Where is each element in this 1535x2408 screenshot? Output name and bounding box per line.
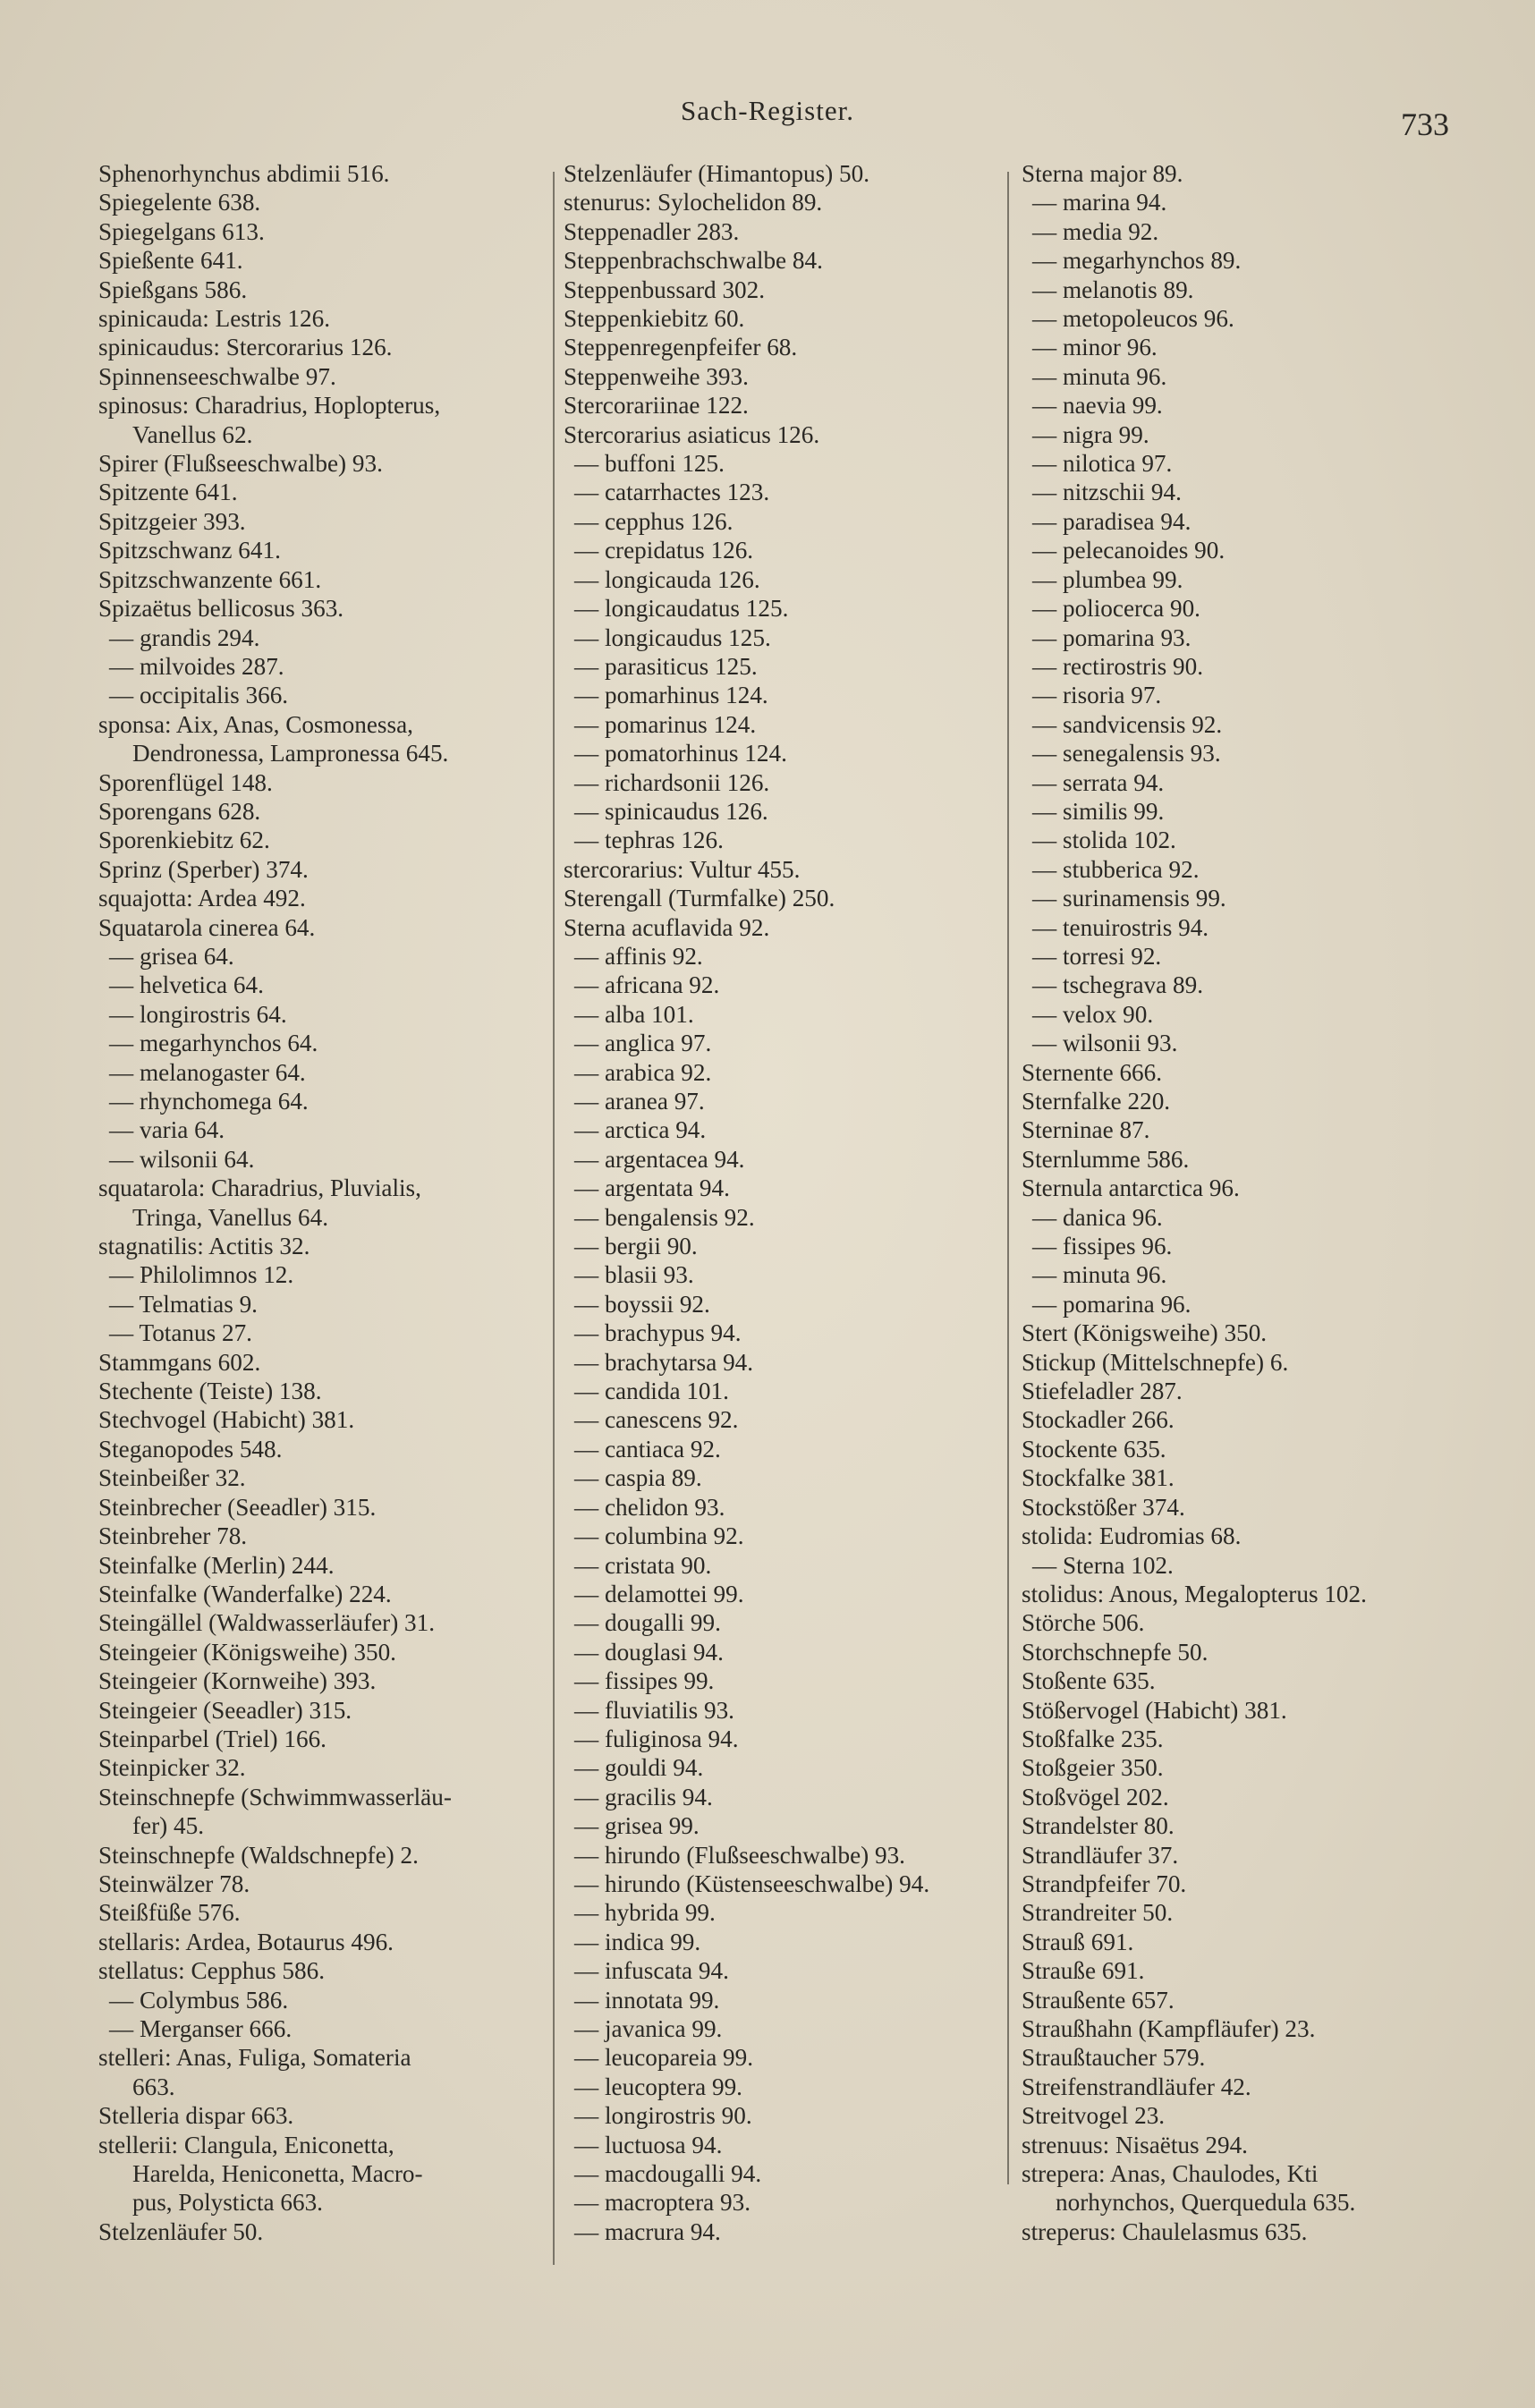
index-subentry: — Telmatias 9. bbox=[109, 1290, 258, 1318]
index-entry: stolidus: Anous, Megalopterus 102. bbox=[1022, 1580, 1367, 1607]
index-entry: Steinbrecher (Seeadler) 315. bbox=[98, 1493, 377, 1521]
index-subentry: — stubberica 92. bbox=[1032, 855, 1200, 883]
index-entry: Stelzenläufer 50. bbox=[98, 2217, 264, 2245]
index-entry: Stechente (Teiste) 138. bbox=[98, 1378, 322, 1405]
index-subentry: — blasii 93. bbox=[574, 1261, 694, 1289]
index-entry: Strauß 691. bbox=[1022, 1928, 1134, 1955]
index-entry: Spitzschwanz 641. bbox=[98, 537, 281, 564]
index-subentry: — pomarina 96. bbox=[1032, 1290, 1192, 1318]
index-column-2 bbox=[564, 159, 1011, 2246]
index-subentry: — plumbea 99. bbox=[1032, 565, 1183, 593]
index-entry-continuation: norhynchos, Querquedula 635. bbox=[1056, 2189, 1356, 2217]
index-entry: Stößervogel (Habicht) 381. bbox=[1022, 1696, 1287, 1724]
index-subentry: — crepidatus 126. bbox=[574, 537, 754, 564]
index-entry: Spinnenseeschwalbe 97. bbox=[98, 362, 336, 390]
index-subentry: — senegalensis 93. bbox=[1032, 740, 1221, 767]
index-entry: Steinwälzer 78. bbox=[98, 1870, 250, 1897]
index-subentry: — longicaudatus 125. bbox=[574, 595, 789, 623]
index-entry: Spiegelgans 613. bbox=[98, 217, 265, 245]
index-entry: Straußente 657. bbox=[1022, 1986, 1175, 2014]
index-subentry: — leucopareia 99. bbox=[574, 2044, 754, 2072]
index-subentry: — pomarinus 124. bbox=[574, 710, 757, 738]
index-entry: Steppenweihe 393. bbox=[564, 362, 749, 390]
index-entry-continuation: Vanellus 62. bbox=[132, 420, 253, 448]
index-subentry: — tenuirostris 94. bbox=[1032, 913, 1209, 941]
index-subentry: — marina 94. bbox=[1032, 189, 1167, 216]
index-subentry: — wilsonii 64. bbox=[109, 1145, 255, 1173]
index-subentry: — velox 90. bbox=[1032, 1000, 1154, 1028]
index-entry: Stert (Königsweihe) 350. bbox=[1022, 1319, 1268, 1347]
index-subentry: — boyssii 92. bbox=[574, 1290, 710, 1318]
index-entry: stellatus: Cepphus 586. bbox=[98, 1957, 325, 1985]
index-subentry: — wilsonii 93. bbox=[1032, 1030, 1178, 1057]
index-subentry: — surinamensis 99. bbox=[1032, 885, 1226, 912]
index-entry: Stockstößer 374. bbox=[1022, 1493, 1185, 1521]
index-entry: sponsa: Aix, Anas, Cosmonessa, bbox=[98, 710, 413, 738]
index-subentry: — gracilis 94. bbox=[574, 1783, 713, 1810]
index-entry: Spießgans 586. bbox=[98, 276, 248, 303]
index-entry: Sterna major 89. bbox=[1022, 160, 1183, 187]
index-entry: stellerii: Clangula, Eniconetta, bbox=[98, 2131, 394, 2158]
index-entry: Spitzschwanzente 661. bbox=[98, 565, 322, 593]
index-entry: Steppenregenpfeifer 68. bbox=[564, 334, 798, 361]
index-entry-continuation: 663. bbox=[132, 2073, 175, 2100]
index-entry: Steinpicker 32. bbox=[98, 1754, 246, 1782]
index-subentry: — Merganser 666. bbox=[109, 2015, 293, 2042]
index-column-1 bbox=[98, 159, 546, 2246]
index-subentry: — arctica 94. bbox=[574, 1116, 707, 1144]
index-subentry: — hybrida 99. bbox=[574, 1899, 716, 1927]
index-subentry: — megarhynchos 64. bbox=[109, 1030, 318, 1057]
index-subentry: — minuta 96. bbox=[1032, 362, 1167, 390]
index-subentry: — nigra 99. bbox=[1032, 420, 1149, 448]
index-entry: Stockadler 266. bbox=[1022, 1406, 1175, 1434]
index-entry: Stoßvögel 202. bbox=[1022, 1783, 1169, 1810]
index-subentry: — Sterna 102. bbox=[1032, 1551, 1174, 1579]
index-subentry: — longirostris 64. bbox=[109, 1000, 287, 1028]
index-entry: Sporenkiebitz 62. bbox=[98, 827, 270, 854]
index-entry-continuation: pus, Polysticta 663. bbox=[132, 2189, 323, 2217]
index-entry: Sterninae 87. bbox=[1022, 1116, 1150, 1144]
index-subentry: — danica 96. bbox=[1032, 1203, 1163, 1231]
index-subentry: — longicauda 126. bbox=[574, 565, 760, 593]
index-entry: Sprinz (Sperber) 374. bbox=[98, 855, 309, 883]
index-subentry: — pomarina 93. bbox=[1032, 623, 1192, 651]
index-subentry: — hirundo (Flußseeschwalbe) 93. bbox=[574, 1841, 905, 1869]
index-subentry: — macdougalli 94. bbox=[574, 2160, 762, 2188]
index-subentry: — minor 96. bbox=[1032, 334, 1158, 361]
index-subentry: — brachytarsa 94. bbox=[574, 1348, 754, 1376]
index-subentry: — media 92. bbox=[1032, 217, 1159, 245]
index-entry: Steingeier (Königsweihe) 350. bbox=[98, 1638, 396, 1666]
index-subentry: — similis 99. bbox=[1032, 797, 1165, 825]
index-subentry: — Totanus 27. bbox=[109, 1319, 252, 1347]
index-subentry: — caspia 89. bbox=[574, 1464, 702, 1492]
index-subentry: — parasiticus 125. bbox=[574, 652, 758, 680]
index-subentry: — arabica 92. bbox=[574, 1058, 712, 1086]
index-entry: Stoßgeier 350. bbox=[1022, 1754, 1164, 1782]
index-subentry: — pomatorhinus 124. bbox=[574, 740, 787, 767]
index-subentry: — gouldi 94. bbox=[574, 1754, 704, 1782]
index-subentry: — fuliginosa 94. bbox=[574, 1725, 739, 1752]
index-subentry: — rhynchomega 64. bbox=[109, 1088, 309, 1115]
index-entry: Steganopodes 548. bbox=[98, 1435, 283, 1463]
index-subentry: — grisea 64. bbox=[109, 942, 234, 970]
index-subentry: — africana 92. bbox=[574, 971, 720, 999]
index-subentry: — melanotis 89. bbox=[1032, 276, 1194, 303]
index-entry: Stickup (Mittelschnepfe) 6. bbox=[1022, 1348, 1289, 1376]
index-entry: spinosus: Charadrius, Hoplopterus, bbox=[98, 392, 441, 420]
index-entry: stolida: Eudromias 68. bbox=[1022, 1522, 1242, 1550]
index-entry: Squatarola cinerea 64. bbox=[98, 913, 316, 941]
index-entry-continuation: fer) 45. bbox=[132, 1812, 205, 1840]
index-subentry: — buffoni 125. bbox=[574, 450, 725, 478]
index-subentry: — sandvicensis 92. bbox=[1032, 710, 1223, 738]
index-subentry: — stolida 102. bbox=[1032, 827, 1176, 854]
index-subentry: — melanogaster 64. bbox=[109, 1058, 306, 1086]
index-subentry: — naevia 99. bbox=[1032, 392, 1163, 420]
index-entry: Steißfüße 576. bbox=[98, 1899, 241, 1927]
column-divider bbox=[553, 172, 555, 2265]
index-subentry: — candida 101. bbox=[574, 1378, 729, 1405]
index-subentry: — poliocerca 90. bbox=[1032, 595, 1200, 623]
index-subentry: — nitzschii 94. bbox=[1032, 479, 1182, 506]
index-subentry: — helvetica 64. bbox=[109, 971, 264, 999]
index-subentry: — risoria 97. bbox=[1032, 682, 1162, 709]
index-subentry: — argentata 94. bbox=[574, 1174, 730, 1202]
index-entry: Straußhahn (Kampfläufer) 23. bbox=[1022, 2015, 1316, 2042]
index-subentry: — innotata 99. bbox=[574, 1986, 720, 2014]
index-entry: Sternlumme 586. bbox=[1022, 1145, 1190, 1173]
index-entry: Stiefeladler 287. bbox=[1022, 1378, 1183, 1405]
index-entry: Spießente 641. bbox=[98, 247, 243, 275]
index-entry: Steppenadler 283. bbox=[564, 217, 740, 245]
index-entry: squajotta: Ardea 492. bbox=[98, 885, 306, 912]
index-subentry: — macrura 94. bbox=[574, 2217, 721, 2245]
index-subentry: — megarhynchos 89. bbox=[1032, 247, 1242, 275]
index-subentry: — bergii 90. bbox=[574, 1233, 698, 1260]
index-entry: Sporenflügel 148. bbox=[98, 768, 273, 796]
index-subentry: — richardsonii 126. bbox=[574, 768, 770, 796]
index-subentry: — tephras 126. bbox=[574, 827, 724, 854]
index-entry: Störche 506. bbox=[1022, 1609, 1145, 1637]
index-entry: Sternula antarctica 96. bbox=[1022, 1174, 1240, 1202]
index-subentry: — douglasi 94. bbox=[574, 1638, 724, 1666]
index-subentry: — infuscata 94. bbox=[574, 1957, 729, 1985]
index-entry: Strandreiter 50. bbox=[1022, 1899, 1174, 1927]
index-subentry: — fissipes 99. bbox=[574, 1667, 715, 1695]
index-entry: Spitzgeier 393. bbox=[98, 507, 246, 535]
index-subentry: — varia 64. bbox=[109, 1116, 225, 1144]
index-entry: Stelleria dispar 663. bbox=[98, 2102, 294, 2130]
index-entry: Steinparbel (Triel) 166. bbox=[98, 1725, 327, 1752]
index-entry: Stercorariinae 122. bbox=[564, 392, 749, 420]
index-entry: Sternfalke 220. bbox=[1022, 1088, 1171, 1115]
index-entry: Steinbeißer 32. bbox=[98, 1464, 246, 1492]
index-subentry: — tschegrava 89. bbox=[1032, 971, 1204, 999]
index-entry: Strauße 691. bbox=[1022, 1957, 1145, 1985]
index-entry: Steppenkiebitz 60. bbox=[564, 305, 745, 333]
index-subentry: — argentacea 94. bbox=[574, 1145, 745, 1173]
index-subentry: — brachypus 94. bbox=[574, 1319, 742, 1347]
index-subentry: — macroptera 93. bbox=[574, 2189, 751, 2217]
index-entry: Stockente 635. bbox=[1022, 1435, 1166, 1463]
index-entry: Steinschnepfe (Schwimmwasserläu- bbox=[98, 1783, 452, 1810]
page-number: 733 bbox=[1401, 106, 1449, 142]
index-entry: Spiegelente 638. bbox=[98, 189, 261, 216]
index-subentry: — pelecanoides 90. bbox=[1032, 537, 1225, 564]
index-subentry: — spinicaudus 126. bbox=[574, 797, 768, 825]
index-subentry: — delamottei 99. bbox=[574, 1580, 744, 1607]
index-entry: Steingeier (Seeadler) 315. bbox=[98, 1696, 352, 1724]
index-subentry: — aranea 97. bbox=[574, 1088, 705, 1115]
index-subentry: — minuta 96. bbox=[1032, 1261, 1167, 1289]
index-subentry: — alba 101. bbox=[574, 1000, 694, 1028]
index-subentry: — longirostris 90. bbox=[574, 2102, 752, 2130]
index-entry: stercorarius: Vultur 455. bbox=[564, 855, 801, 883]
index-entry: stelleri: Anas, Fuliga, Somateria bbox=[98, 2044, 411, 2072]
index-subentry: — torresi 92. bbox=[1032, 942, 1162, 970]
index-entry: stagnatilis: Actitis 32. bbox=[98, 1233, 310, 1260]
index-subentry: — longicaudus 125. bbox=[574, 623, 771, 651]
index-subentry: — leucoptera 99. bbox=[574, 2073, 742, 2100]
index-entry: Steingeier (Kornweihe) 393. bbox=[98, 1667, 377, 1695]
index-subentry: — Philolimnos 12. bbox=[109, 1261, 294, 1289]
index-entry: Stoßfalke 235. bbox=[1022, 1725, 1164, 1752]
index-subentry: — pomarhinus 124. bbox=[574, 682, 768, 709]
index-entry: stellaris: Ardea, Botaurus 496. bbox=[98, 1928, 394, 1955]
index-subentry: — fluviatilis 93. bbox=[574, 1696, 734, 1724]
index-entry: spinicaudus: Stercorarius 126. bbox=[98, 334, 393, 361]
index-entry: Storchschnepfe 50. bbox=[1022, 1638, 1208, 1666]
index-entry: streperus: Chaulelasmus 635. bbox=[1022, 2217, 1308, 2245]
index-entry-continuation: Tringa, Vanellus 64. bbox=[132, 1203, 329, 1231]
index-entry: Sphenorhynchus abdimii 516. bbox=[98, 160, 390, 187]
index-entry: Steppenbussard 302. bbox=[564, 276, 766, 303]
index-subentry: — rectirostris 90. bbox=[1032, 652, 1204, 680]
index-entry: Stammgans 602. bbox=[98, 1348, 261, 1376]
index-entry: Sterengall (Turmfalke) 250. bbox=[564, 885, 835, 912]
index-entry: Spizaëtus bellicosus 363. bbox=[98, 595, 344, 623]
index-subentry: — grandis 294. bbox=[109, 623, 260, 651]
index-subentry: — grisea 99. bbox=[574, 1812, 700, 1840]
index-entry: stenurus: Sylochelidon 89. bbox=[564, 189, 823, 216]
index-entry: Steppenbrachschwalbe 84. bbox=[564, 247, 823, 275]
index-subentry: — cantiaca 92. bbox=[574, 1435, 721, 1463]
index-subentry: — Colymbus 586. bbox=[109, 1986, 289, 2014]
index-entry: Sporengans 628. bbox=[98, 797, 261, 825]
index-subentry: — milvoides 287. bbox=[109, 652, 284, 680]
index-subentry: — cristata 90. bbox=[574, 1551, 712, 1579]
index-entry: Stelzenläufer (Himantopus) 50. bbox=[564, 160, 870, 187]
index-entry: Steinbreher 78. bbox=[98, 1522, 248, 1550]
index-entry: Steinfalke (Merlin) 244. bbox=[98, 1551, 335, 1579]
index-entry: Strandläufer 37. bbox=[1022, 1841, 1179, 1869]
index-subentry: — paradisea 94. bbox=[1032, 507, 1192, 535]
index-subentry: — luctuosa 94. bbox=[574, 2131, 723, 2158]
index-entry: Stockfalke 381. bbox=[1022, 1464, 1175, 1492]
index-column-3 bbox=[1022, 159, 1487, 2246]
index-subentry: — cepphus 126. bbox=[574, 507, 734, 535]
index-entry: Sterna acuflavida 92. bbox=[564, 913, 770, 941]
index-entry: strepera: Anas, Chaulodes, Kti bbox=[1022, 2160, 1319, 2188]
index-subentry: — canescens 92. bbox=[574, 1406, 739, 1434]
index-subentry: — javanica 99. bbox=[574, 2015, 723, 2042]
index-subentry: — bengalensis 92. bbox=[574, 1203, 755, 1231]
running-head: Sach-Register. bbox=[681, 95, 854, 126]
index-subentry: — anglica 97. bbox=[574, 1030, 712, 1057]
index-entry-continuation: Harelda, Heniconetta, Macro- bbox=[132, 2160, 423, 2188]
index-subentry: — hirundo (Küstenseeschwalbe) 94. bbox=[574, 1870, 930, 1897]
index-entry: Stercorarius asiaticus 126. bbox=[564, 420, 820, 448]
index-subentry: — columbina 92. bbox=[574, 1522, 744, 1550]
index-entry: squatarola: Charadrius, Pluvialis, bbox=[98, 1174, 421, 1202]
index-entry-continuation: Dendronessa, Lampronessa 645. bbox=[132, 740, 449, 767]
index-entry: Strandpfeifer 70. bbox=[1022, 1870, 1187, 1897]
index-entry: Stoßente 635. bbox=[1022, 1667, 1156, 1695]
index-entry: Spirer (Flußseeschwalbe) 93. bbox=[98, 450, 383, 478]
index-subentry: — chelidon 93. bbox=[574, 1493, 725, 1521]
index-entry: Steinschnepfe (Waldschnepfe) 2. bbox=[98, 1841, 419, 1869]
column-divider bbox=[1007, 172, 1009, 2184]
index-entry: Strandelster 80. bbox=[1022, 1812, 1175, 1840]
index-entry: Straußtaucher 579. bbox=[1022, 2044, 1206, 2072]
index-subentry: — dougalli 99. bbox=[574, 1609, 721, 1637]
index-entry: Streitvogel 23. bbox=[1022, 2102, 1166, 2130]
index-subentry: — affinis 92. bbox=[574, 942, 703, 970]
index-subentry: — indica 99. bbox=[574, 1928, 701, 1955]
index-entry: Stechvogel (Habicht) 381. bbox=[98, 1406, 355, 1434]
index-entry: Streifenstrandläufer 42. bbox=[1022, 2073, 1251, 2100]
index-subentry: — metopoleucos 96. bbox=[1032, 305, 1234, 333]
index-entry: Sternente 666. bbox=[1022, 1058, 1163, 1086]
index-subentry: — catarrhactes 123. bbox=[574, 479, 770, 506]
index-entry: Steinfalke (Wanderfalke) 224. bbox=[98, 1580, 392, 1607]
index-entry: strenuus: Nisaëtus 294. bbox=[1022, 2131, 1248, 2158]
index-entry: spinicauda: Lestris 126. bbox=[98, 305, 330, 333]
index-entry: Spitzente 641. bbox=[98, 479, 238, 506]
index-entry: Steingällel (Waldwasserläufer) 31. bbox=[98, 1609, 436, 1637]
index-subentry: — serrata 94. bbox=[1032, 768, 1165, 796]
index-subentry: — occipitalis 366. bbox=[109, 682, 289, 709]
index-subentry: — nilotica 97. bbox=[1032, 450, 1173, 478]
index-subentry: — fissipes 96. bbox=[1032, 1233, 1173, 1260]
